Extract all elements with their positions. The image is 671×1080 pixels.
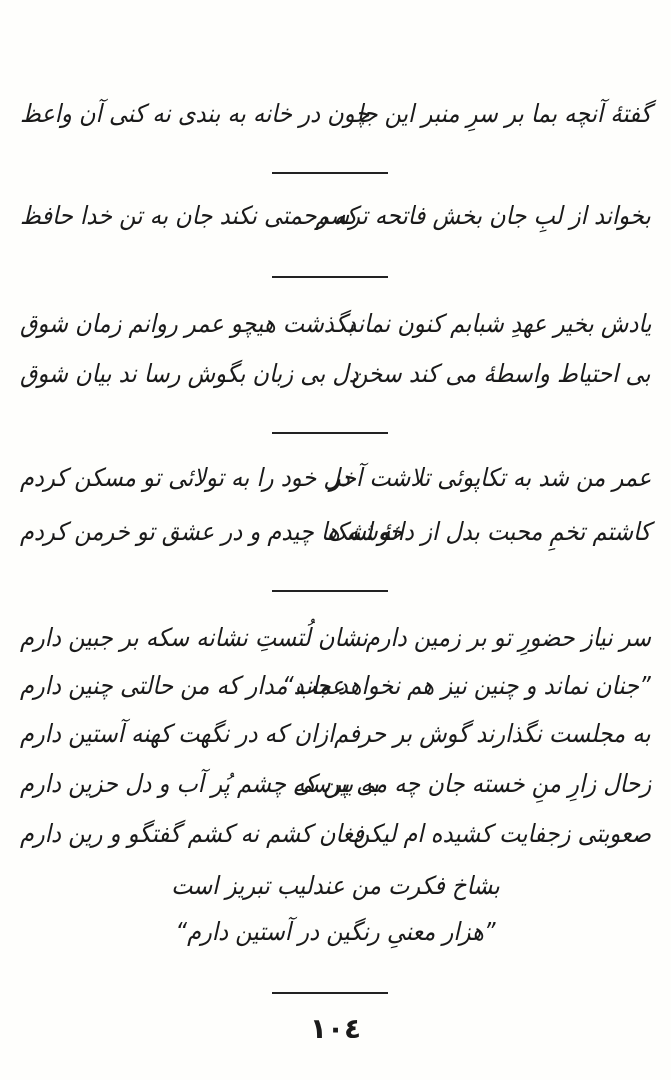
verse-5-4-left: به بین که چشم پُر آب و دل حزین دارم (20, 769, 379, 798)
divider-3 (272, 432, 388, 434)
divider-1 (272, 172, 388, 174)
divider-2 (272, 276, 388, 278)
divider-5 (272, 992, 388, 994)
verse-1-right: گفتهٔ آنچه بما بر سرِ منبر این جا (356, 99, 651, 128)
verse-5-5-right: صعوبتی زجفایت کشیده ام لیکن (353, 819, 651, 848)
closing-line-1: بشاخ فکرت من عندلیب تبریز است (171, 871, 500, 900)
verse-5-2-left: عجب مدار که من حالتی چنین دارم (20, 671, 345, 700)
verse-5-3-right: به مجلست نگذارند گوش بر حرفم (334, 719, 651, 748)
verse-3-2-left: دل بی زبان بگوش رسا ند بیان شوق (20, 359, 359, 388)
verse-4-1-right: عمر من شد به تکاپوئی تلاشت آخر (329, 463, 651, 492)
verse-5-2-right: ”جنان نماند و چنین نیز هم نخواهد ماند“ (282, 671, 651, 700)
page-number: ١٠٤ (309, 1012, 362, 1045)
verse-5-4-right: زحال زارِ منِ خسته جان چه می پرسی (292, 769, 651, 798)
verse-4-1-left: دل خود را به تولائی تو مسکن کردم (20, 463, 350, 492)
verse-5-3-left: ازان که در نگهت کهنه آستین دارم (20, 719, 335, 748)
verse-4-2-right: کاشتم تخمِ محبت بدل از دانهٔ اشک (327, 517, 651, 546)
verse-3-2-right: بی احتیاط واسطهٔ می کند سخن (351, 359, 651, 388)
verse-1-left: چون در خانه به بندی نه کنی آن واعظ (20, 99, 370, 128)
verse-3-1-left: بگذشت هیچو عمر روانم زمان شوق (20, 309, 355, 338)
verse-3-1-right: یادش بخیر عهدِ شبابم کنون نماند (345, 309, 651, 338)
verse-5-1-right: سر نیاز حضورِ تو بر زمین دارم (365, 623, 651, 652)
verse-4-2-left: خوشه ها چیدم و در عشق تو خرمن کردم (20, 517, 404, 546)
closing-line-2: ”هزار معنیِ رنگین در آستین دارم“ (175, 917, 496, 946)
verse-2-left: که رحمتی نکند جان به تن خدا حافظ (20, 201, 358, 230)
verse-2-right: بخواند از لبِ جان بخش فاتحه ترسم (315, 201, 651, 230)
divider-4 (272, 590, 388, 592)
verse-5-5-left: فغان کشم نه کشم گفتگو و رین دارم (20, 819, 365, 848)
verse-5-1-left: نشان لُتستِ نشانه سکه بر جبین دارم (20, 623, 368, 652)
